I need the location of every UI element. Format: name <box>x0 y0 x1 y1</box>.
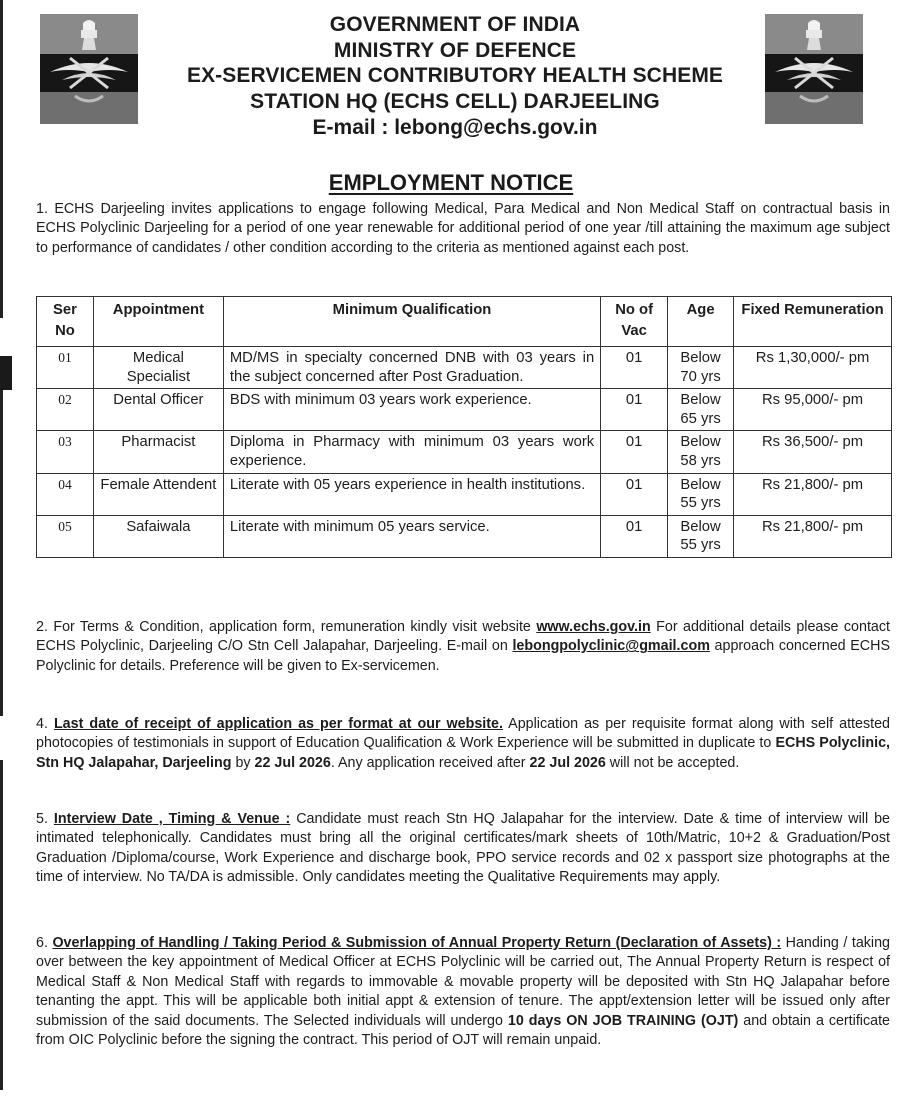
paragraph-4-text: . Any application received after <box>330 754 530 771</box>
cell-remuneration: Rs 95,000/- pm <box>734 389 892 431</box>
table-row <box>37 515 892 557</box>
header-line-government: GOVERNMENT OF INDIA <box>329 13 581 36</box>
paragraph-1: 1. ECHS Darjeeling invites applications to engage following Medical, Para Medical and Non Medical Staff on contractual basis in ECHS Polyclinic Darjeeling for a period of one year renewable for additional period of one year /till attaining the maximum age subject to performance of candidates / other condition according to the criteria as mentioned against each post. <box>36 201 890 256</box>
cell-remuneration: Rs 21,800/- pm <box>734 515 892 557</box>
cell-vac: 01 <box>601 389 668 431</box>
left-margin-rule <box>0 356 3 716</box>
cell-qualification: Literate with 05 years experience in health institutions. <box>223 473 600 515</box>
cell-age: Below 55 yrs <box>668 515 734 557</box>
left-margin-rule <box>0 760 3 1090</box>
echs-emblem-icon <box>765 14 863 124</box>
header-line-station: STATION HQ (ECHS CELL) DARJEELING <box>250 89 660 113</box>
paragraph-2-text: 2. For Terms & Condition, application form, remuneration kindly visit website <box>36 619 537 635</box>
interview-heading: Interview Date , Timing & Venue : <box>53 811 291 827</box>
left-margin-rule <box>0 0 3 318</box>
cell-ser: 03 <box>37 431 94 473</box>
table-row <box>37 431 892 473</box>
cell-ser: 02 <box>37 389 94 431</box>
header-age: Age <box>668 297 734 347</box>
paragraph-number: 4. <box>36 716 54 732</box>
cell-vac: 01 <box>601 515 668 557</box>
paragraph-6-text: and obtain a certificate from OIC Polyclinic before the signing the contract. This period of OJT will remain unpaid. <box>36 1012 891 1049</box>
paragraph-4-text: Application as per requisite format along with self attested photocopies of testimonials in support of Education Qualification & Work Experience will be submitted in duplicate to <box>36 716 890 752</box>
cell-remuneration: Rs 36,500/- pm <box>734 431 892 473</box>
polyclinic-email-link[interactable]: lebongpolyclinic@gmail.com <box>512 638 710 655</box>
vacancy-table <box>36 296 892 558</box>
paragraph-2-text: For additional details please contact ECHS Polyclinic, Darjeeling C/O Stn Cell Jalapahar, Darjeeling. E-mail on <box>36 619 890 655</box>
header-qualification: Minimum Qualification <box>223 297 600 347</box>
header-email: E-mail : lebong@echs.gov.in <box>312 116 598 139</box>
echs-emblem-icon <box>40 14 138 124</box>
submission-address: ECHS Polyclinic, Stn HQ Jalapahar, Darjeeling <box>36 735 890 771</box>
cell-ser: 04 <box>37 473 94 515</box>
paragraph-6 <box>36 934 890 1050</box>
cell-vac: 01 <box>601 347 668 389</box>
paragraph-2 <box>36 618 890 676</box>
cell-qualification: Literate with minimum 05 years service. <box>223 515 600 557</box>
header-appointment: Appointment <box>93 297 223 347</box>
paragraph-2-text: approach concerned ECHS Polyclinic for details. Preference will be given to Ex-servicemen. <box>36 638 890 674</box>
paragraph-4 <box>36 715 890 773</box>
last-date: 22 Jul 2026 <box>254 754 331 771</box>
last-date: 22 Jul 2026 <box>529 754 606 771</box>
cell-qualification: BDS with minimum 03 years work experience. <box>223 389 600 431</box>
last-date-heading: Last date of receipt of application as per format at our website. <box>53 716 503 732</box>
ojt-training: 10 days ON JOB TRAINING (OJT) <box>507 1012 739 1029</box>
table-row <box>37 347 892 389</box>
header-line-scheme: EX-SERVICEMEN CONTRIBUTORY HEALTH SCHEME <box>186 64 724 87</box>
website-link[interactable]: www.echs.gov.in <box>536 619 651 635</box>
property-return-heading: Overlapping of Handling / Taking Period & Submission of Annual Property Return (Declaration of Assets) : <box>52 935 782 951</box>
table-row <box>37 389 892 431</box>
paragraph-number: 5. <box>36 811 54 827</box>
cell-age: Below 65 yrs <box>668 389 734 431</box>
header-remuneration: Fixed Remuneration <box>734 297 892 347</box>
paragraph-6-text: Handing / taking over between the key appointment of Medical Officer at ECHS Polyclinic will be carried out, The Annual Property Return is respect of Medical Staff & Non Medical Staff with regards to immovable & movable property will be deposited with Stn HQ Jalapahar before tenanting the appt. This will be applicable both initial appt & extension of tenure. The appt/extension letter will be issued only after submission of the said documents. The Selected individuals will undergo <box>36 935 891 1029</box>
cell-appointment: Medical Specialist <box>93 347 223 389</box>
table-row <box>37 473 892 515</box>
left-margin-block <box>0 356 12 390</box>
cell-qualification: MD/MS in specialty concerned DNB with 03 years in the subject concerned after Post Graduation. <box>223 347 600 389</box>
notice-title: EMPLOYMENT NOTICE <box>328 170 574 195</box>
paragraph-5-text: Candidate must reach Stn HQ Jalapahar for the interview. Date & time of interview will be intimated telephonically. Candidates must bring all the original certificates/mark sheets of 10th/Matric, 10+2 & Graduation/Post Graduation /Diploma/course, Work Experience and discharge book, PPO service records and 02 x passport size photographs at the time of interview. No TA/DA is admissible. Only candidates meeting the Qualitative Requirements may apply. <box>36 811 890 886</box>
cell-age: Below 58 yrs <box>668 431 734 473</box>
cell-vac: 01 <box>601 431 668 473</box>
header-line-ministry: MINISTRY OF DEFENCE <box>333 38 577 62</box>
header-ser-no: Ser No <box>37 297 94 347</box>
cell-age: Below 70 yrs <box>668 347 734 389</box>
cell-ser: 05 <box>37 515 94 557</box>
cell-ser: 01 <box>37 347 94 389</box>
paragraph-4-text: will not be accepted. <box>605 754 740 771</box>
cell-appointment: Safaiwala <box>93 515 223 557</box>
paragraph-number: 6. <box>36 935 53 951</box>
table-header-row <box>37 297 892 347</box>
paragraph-5 <box>36 810 890 888</box>
notice-header <box>150 12 760 142</box>
cell-vac: 01 <box>601 473 668 515</box>
cell-remuneration: Rs 1,30,000/- pm <box>734 347 892 389</box>
header-no-of-vac: No of Vac <box>601 297 668 347</box>
cell-appointment: Dental Officer <box>93 389 223 431</box>
cell-appointment: Female Attendent <box>93 473 223 515</box>
cell-remuneration: Rs 21,800/- pm <box>734 473 892 515</box>
cell-age: Below 55 yrs <box>668 473 734 515</box>
cell-appointment: Pharmacist <box>93 431 223 473</box>
paragraph-4-text: by <box>231 754 255 771</box>
cell-qualification: Diploma in Pharmacy with minimum 03 years work experience. <box>223 431 600 473</box>
